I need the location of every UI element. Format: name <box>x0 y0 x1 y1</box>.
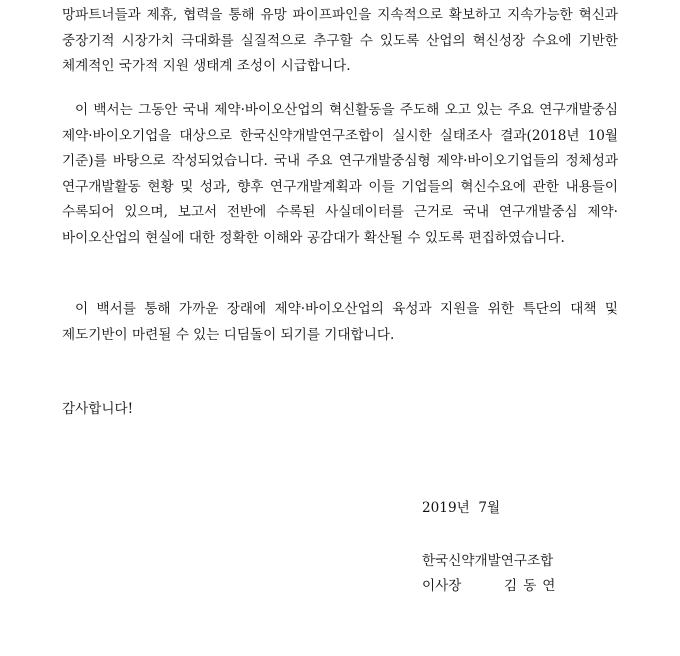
organization-name: 한국신약개발연구조합 <box>422 553 554 569</box>
paragraph-intro-continuation: 망파트너들과 제휴, 협력을 통해 유망 파이프파인을 지속적으로 확보하고 지속가능한 혁신과 중장기적 시장가치 극대화를 실질적으로 추구할 수 있도록 산업의 혁신성장 수요에 기반한 체계적인 국가적 지원 생태계 조성이 시급합니다. <box>62 7 618 74</box>
signer-name: 김동연 <box>504 578 562 594</box>
paragraph-whitepaper-description: 이 백서는 그동안 국내 제약·바이오산업의 혁신활동을 주도해 오고 있는 주요 연구개발중심 제약·바이오기업을 대상으로 한국신약개발연구조합이 실시한 실태조사 결과(2018년 10월 기준)를 바탕으로 작성되었습니다. 국내 주요 연구개발중심형 제약·바이오기업들의 정체성과 연구개발활동 현황 및 성과, 향후 연구개발계획과 이들 기업들의 혁신수요에 관한 내용들이 수록되어 있으며, 보고서 전반에 수록된 사실데이터를 근거로 국내 연구개발중심 제약·바이오산업의 현실에 대한 정확한 이해와 공감대가 확산될 수 있도록 편집하였습니다. <box>62 102 618 246</box>
signer-title: 이사장 <box>422 578 462 594</box>
document-date: 2019년 7월 <box>422 500 501 516</box>
signature-line <box>422 576 602 656</box>
paragraph-expectation: 이 백서를 통해 가까운 장래에 제약·바이오산업의 육성과 지원을 위한 특단의 대책 및 제도기반이 마련될 수 있는 디딤돌이 되기를 기대합니다. <box>62 301 618 343</box>
paragraph-thanks: 감사합니다! <box>62 401 134 417</box>
